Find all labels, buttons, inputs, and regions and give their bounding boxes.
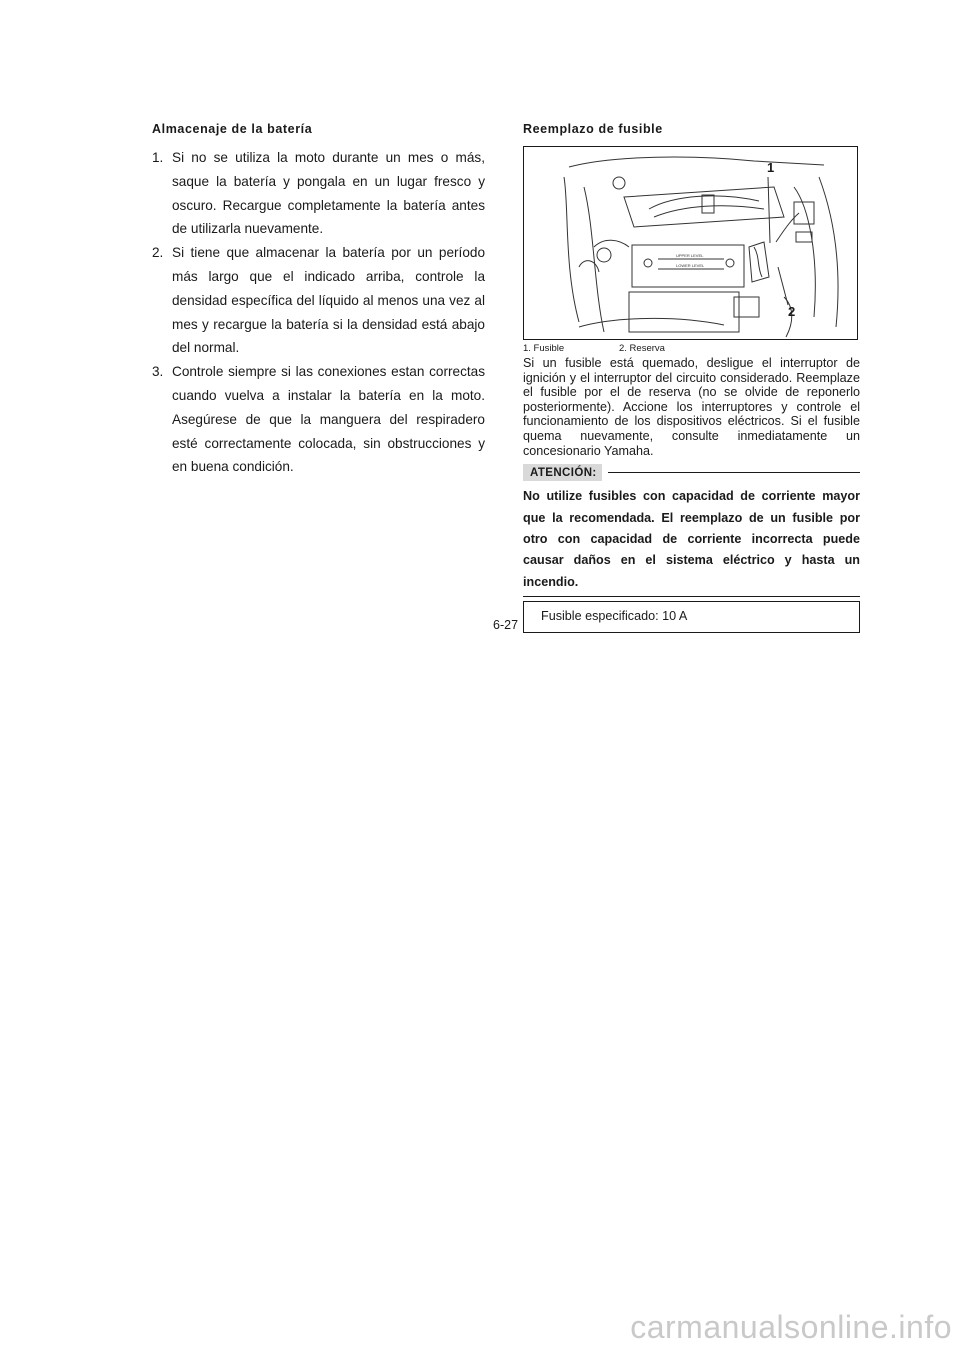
battery-storage-steps <box>152 146 485 479</box>
section-heading-fuse-replacement: Reemplazo de fusible <box>523 122 663 136</box>
upper-level-label: UPPER LEVEL <box>676 253 704 258</box>
page-number: 6-27 <box>493 618 519 632</box>
attention-bottom-rule <box>523 596 860 597</box>
callout-2: 2 <box>788 304 796 319</box>
lower-level-label: LOWER LEVEL <box>676 263 705 268</box>
watermark: carmanualsonline.info <box>630 1309 952 1345</box>
callout-1: 1 <box>767 160 775 175</box>
list-item: 1. Si no se utiliza la moto durante un mes o más, saque la batería y pongala en un lugar fresco y oscuro. Recargue completamente la batería antes de utilizarla nuevamente. <box>152 150 485 237</box>
section-heading-battery-storage: Almacenaje de la batería <box>152 122 313 136</box>
fuse-replacement-section <box>523 122 860 633</box>
figure-captions <box>523 343 860 354</box>
fuse-spec: Fusible especificado: 10 A <box>541 609 688 624</box>
fuse-instructions: Si un fusible está quemado, desligue el interruptor de ignición y el interruptor del circuito considerado. Reemplaze el fusible por el de reserva (no se olvide de reponerlo posteriormente). Accione los interruptores y controle el funcionamiento de los dispositivos eléctricos. Si el fusible quema nuevamente, consulte inmediatamente un concesionario Yamaha. <box>523 356 860 458</box>
battery-storage-section <box>152 122 485 479</box>
attention-badge: ATENCIÓN: <box>523 464 602 481</box>
fuse-box-illustration <box>523 146 858 340</box>
caption-spare: 2. Reserva <box>619 343 665 354</box>
caption-fuse: 1. Fusible <box>523 343 565 354</box>
attention-header <box>523 464 860 481</box>
list-item: 2. Si tiene que almacenar la batería por un período más largo que el indicado arriba, controle la densidad específica del líquido al menos una vez al mes y recargue la batería si la densidad está abajo del normal. <box>152 245 485 356</box>
fuse-spec-box <box>523 601 860 633</box>
attention-text: No utilize fusibles con capacidad de corriente mayor que la recomendada. El reemplazo de un fusible por otro con capacidad de corriente incorrecta puede causar daños en el sistema eléctrico y hasta un incendio. <box>523 489 860 589</box>
attention-divider <box>608 472 860 473</box>
list-item: 3. Controle siempre si las conexiones estan correctas cuando vuelva a instalar la batería en la moto. Asegúrese de que la manguera del respiradero esté correctamente colocada, sin obstrucciones y en buena condición. <box>152 364 485 475</box>
